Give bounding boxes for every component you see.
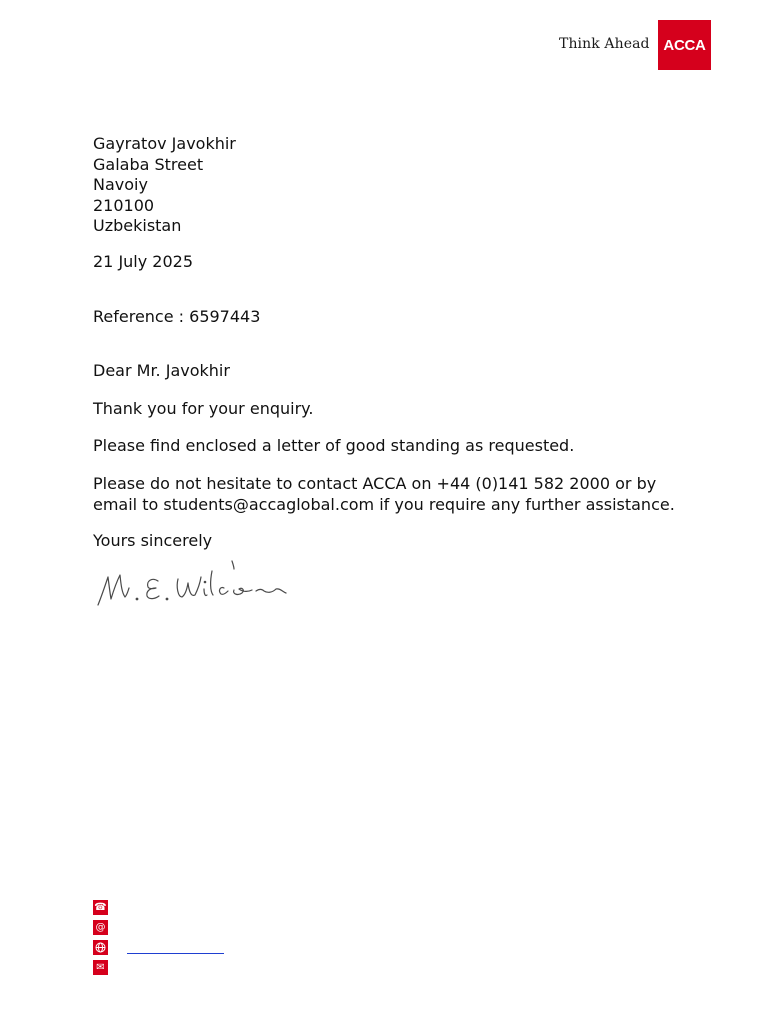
address-line: Galaba Street [93,154,204,174]
handwritten-signature [92,555,292,611]
mail-icon: ✉ [93,960,108,975]
address-line: Navoiy [93,175,148,194]
body-paragraph: Thank you for your enquiry. [93,399,314,418]
logo-text: ACCA [663,36,706,54]
recipient-address [93,134,236,237]
tagline: Think Ahead [559,36,650,52]
letter-date: 21 July 2025 [93,252,194,271]
salutation: Dear Mr. Javokhir [93,361,230,380]
reference-number: Reference : 6597443 [93,307,261,326]
at-icon: @ [93,920,108,935]
body-paragraph: Please do not hesitate to contact ACCA on +44 (0)141 582 2000 or by email to students@accaglobal.com if you require any further assistance. [93,474,675,514]
globe-icon [93,940,108,955]
address-line: Gayratov Javokhir [93,134,236,153]
website-link[interactable] [127,953,224,954]
acca-logo [658,20,711,70]
address-line: Uzbekistan [93,216,182,235]
phone-icon: ☎ [93,900,108,915]
closing: Yours sincerely [93,531,213,550]
address-line: 210100 [93,195,155,215]
body-paragraph: Please find enclosed a letter of good standing as requested. [93,436,575,455]
